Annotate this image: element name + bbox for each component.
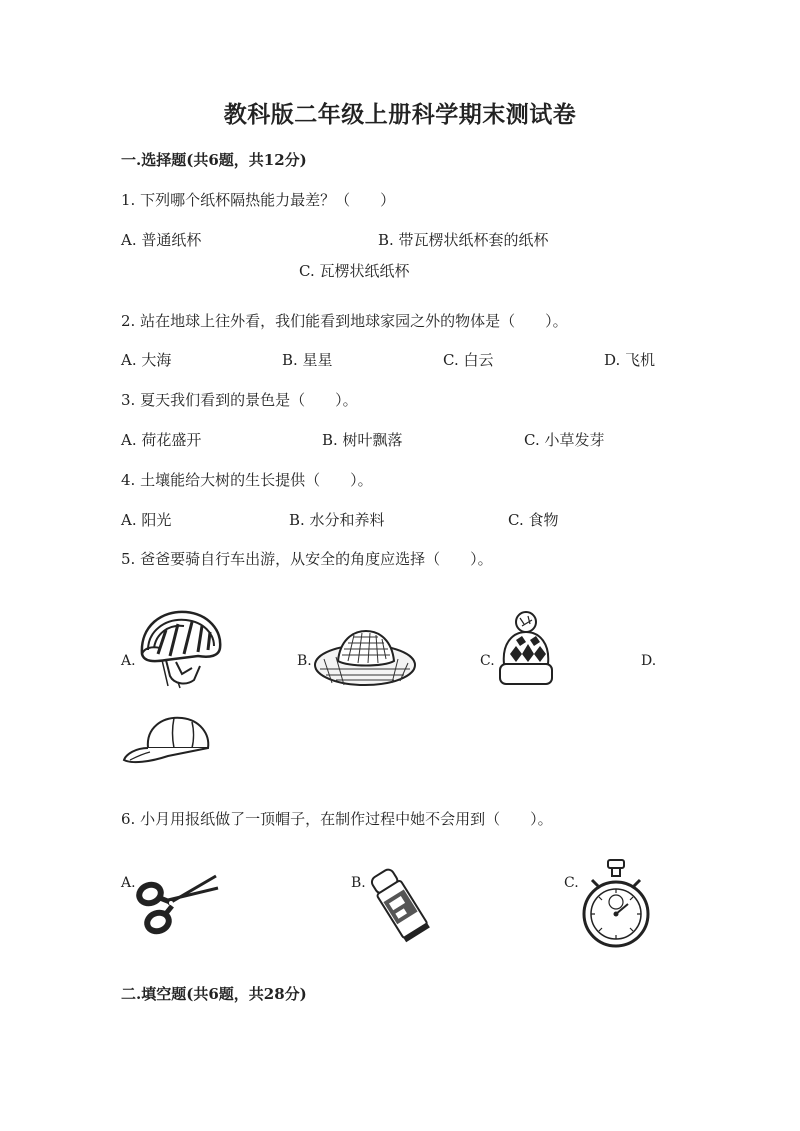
q3-option-b: B. 树叶飘落 (322, 431, 403, 449)
question-2: 2. 站在地球上往外看，我们能看到地球家园之外的物体是（ ）。 (121, 312, 568, 330)
stopwatch-icon (580, 858, 652, 954)
straw-hat-icon (312, 625, 418, 693)
question-4: 4. 土壤能给大树的生长提供（ ）。 (121, 471, 373, 489)
q1-option-c: C. 瓦楞状纸纸杯 (299, 262, 410, 280)
page-title: 教科版二年级上册科学期末测试卷 (223, 101, 577, 128)
q2-option-b: B. 星星 (282, 351, 333, 369)
q3-option-a: A. 荷花盛开 (121, 431, 202, 449)
section-heading-choice: 一.选择题(共6题，共12分) (121, 151, 307, 169)
scissors-icon (134, 870, 220, 944)
glue-stick-icon (364, 866, 436, 948)
baseball-cap-icon (122, 712, 212, 772)
q2-option-c: C. 白云 (443, 351, 494, 369)
q5-label-c: C. (480, 653, 495, 669)
q5-label-d: D. (641, 653, 657, 669)
q5-label-a: A. (121, 653, 136, 669)
question-5: 5. 爸爸要骑自行车出游，从安全的角度应选择（ ）。 (121, 550, 493, 568)
q1-option-a: A. 普通纸杯 (121, 231, 202, 249)
q6-label-b: B. (351, 875, 366, 891)
bicycle-helmet-icon (136, 602, 228, 698)
knit-hat-icon (494, 610, 558, 694)
q6-label-c: C. (564, 875, 579, 891)
question-6: 6. 小月用报纸做了一顶帽子，在制作过程中她不会用到（ ）。 (121, 810, 553, 828)
q4-option-b: B. 水分和养料 (289, 511, 385, 529)
q3-option-c: C. 小草发芽 (524, 431, 605, 449)
q1-option-b: B. 带瓦楞状纸杯套的纸杯 (378, 231, 549, 249)
q4-option-c: C. 食物 (508, 511, 559, 529)
q4-option-a: A. 阳光 (121, 511, 172, 529)
q5-label-b: B. (297, 653, 312, 669)
question-3: 3. 夏天我们看到的景色是（ ）。 (121, 391, 358, 409)
q6-label-a: A. (121, 875, 136, 891)
section-heading-fill-blank: 二.填空题(共6题，共28分) (121, 985, 307, 1003)
q2-option-d: D. 飞机 (604, 351, 656, 369)
q2-option-a: A. 大海 (121, 351, 172, 369)
question-1: 1. 下列哪个纸杯隔热能力最差？（ ） (121, 191, 396, 209)
